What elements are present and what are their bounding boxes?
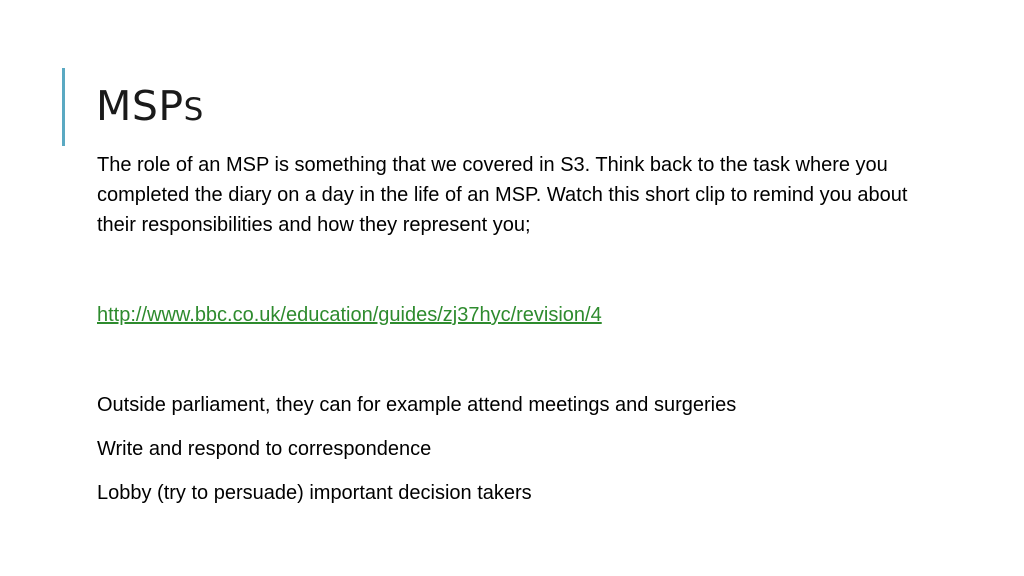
point-item-1: Outside parliament, they can for example attend meetings and surgeries [97,394,737,416]
bbc-revision-link[interactable]: http://www.bbc.co.uk/education/guides/zj37hyc/revision/4 [97,304,602,326]
point-item-3: Lobby (try to persuade) important decision takers [97,482,532,504]
slide-title [96,82,204,134]
title-accent-bar [62,68,65,146]
intro-paragraph: The role of an MSP is something that we covered in S3. Think back to the task where you completed the diary on a day in the life of an MSP. Watch this short clip to remind you about their responsibilities and how they represent you; [97,154,908,236]
point-item-2: Write and respond to correspondence [97,438,432,460]
slide-title-text: MSPS [96,82,204,130]
slide-body [97,150,927,508]
